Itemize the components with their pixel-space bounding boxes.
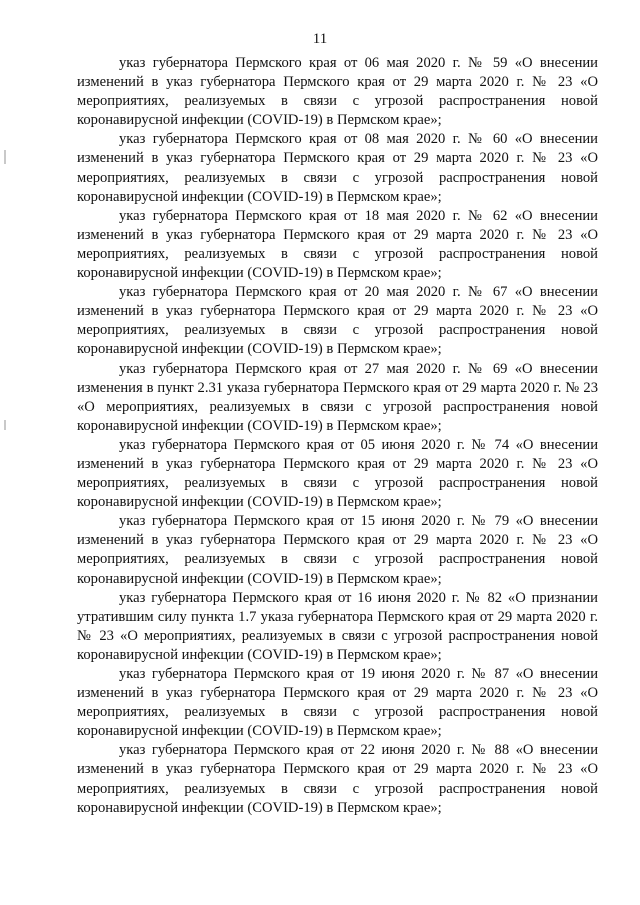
decree-paragraph: указ губернатора Пермского края от 18 мая 2020 г. № 62 «О внесении изменений в указ губернатора Пермского края от 29 марта 2020 г. № 23 «О мероприятиях, реализуемых в связи с угрозой распространения новой коронавирусной инфекции (COVID-19) в Пермском крае»; [77, 207, 598, 282]
decree-paragraph: указ губернатора Пермского края от 16 июня 2020 г. № 82 «О признании утратившим силу пункта 1.7 указа губернатора Пермского края от 29 марта 2020 г. № 23 «О мероприятиях, реализуемых в связи с угрозой распространения новой коронавирусной инфекции (COVID-19) в Пермском крае»; [77, 589, 598, 663]
page-number: 11 [312, 31, 328, 47]
scan-artifact [4, 420, 6, 430]
document-body [77, 54, 598, 818]
decree-paragraph: указ губернатора Пермского края от 20 мая 2020 г. № 67 «О внесении изменений в указ губернатора Пермского края от 29 марта 2020 г. № 23 «О мероприятиях, реализуемых в связи с угрозой распространения новой коронавирусной инфекции (COVID-19) в Пермском крае»; [77, 284, 598, 358]
scan-artifact [4, 150, 6, 164]
decree-paragraph: указ губернатора Пермского края от 06 мая 2020 г. № 59 «О внесении изменений в указ губернатора Пермского края от 29 марта 2020 г. № 23 «О мероприятиях, реализуемых в связи с угрозой распространения новой коронавирусной инфекции (COVID-19) в Пермском крае»; [77, 55, 598, 129]
decree-paragraph: указ губернатора Пермского края от 19 июня 2020 г. № 87 «О внесении изменений в указ губернатора Пермского края от 29 марта 2020 г. № 23 «О мероприятиях, реализуемых в связи с угрозой распространения новой коронавирусной инфекции (COVID-19) в Пермском крае»; [77, 666, 598, 740]
decree-paragraph: указ губернатора Пермского края от 27 мая 2020 г. № 69 «О внесении изменения в пункт 2.31 указа губернатора Пермского края от 29 марта 2020 г. № 23 «О мероприятиях, реализуемых в связи с угрозой распространения новой коронавирусной инфекции (COVID-19) в Пермском крае»; [77, 360, 598, 434]
decree-paragraph: указ губернатора Пермского края от 05 июня 2020 г. № 74 «О внесении изменений в указ губернатора Пермского края от 29 марта 2020 г. № 23 «О мероприятиях, реализуемых в связи с угрозой распространения новой коронавирусной инфекции (COVID-19) в Пермском крае»; [77, 436, 598, 511]
decree-paragraph: указ губернатора Пермского края от 15 июня 2020 г. № 79 «О внесении изменений в указ губернатора Пермского края от 29 марта 2020 г. № 23 «О мероприятиях, реализуемых в связи с угрозой распространения новой коронавирусной инфекции (COVID-19) в Пермском крае»; [77, 513, 598, 587]
decree-paragraph: указ губернатора Пермского края от 22 июня 2020 г. № 88 «О внесении изменений в указ губернатора Пермского края от 29 марта 2020 г. № 23 «О мероприятиях, реализуемых в связи с угрозой распространения новой коронавирусной инфекции (COVID-19) в Пермском крае»; [77, 742, 598, 816]
decree-paragraph: указ губернатора Пермского края от 08 мая 2020 г. № 60 «О внесении изменений в указ губернатора Пермского края от 29 марта 2020 г. № 23 «О мероприятиях, реализуемых в связи с угрозой распространения новой коронавирусной инфекции (COVID-19) в Пермском крае»; [77, 131, 598, 205]
